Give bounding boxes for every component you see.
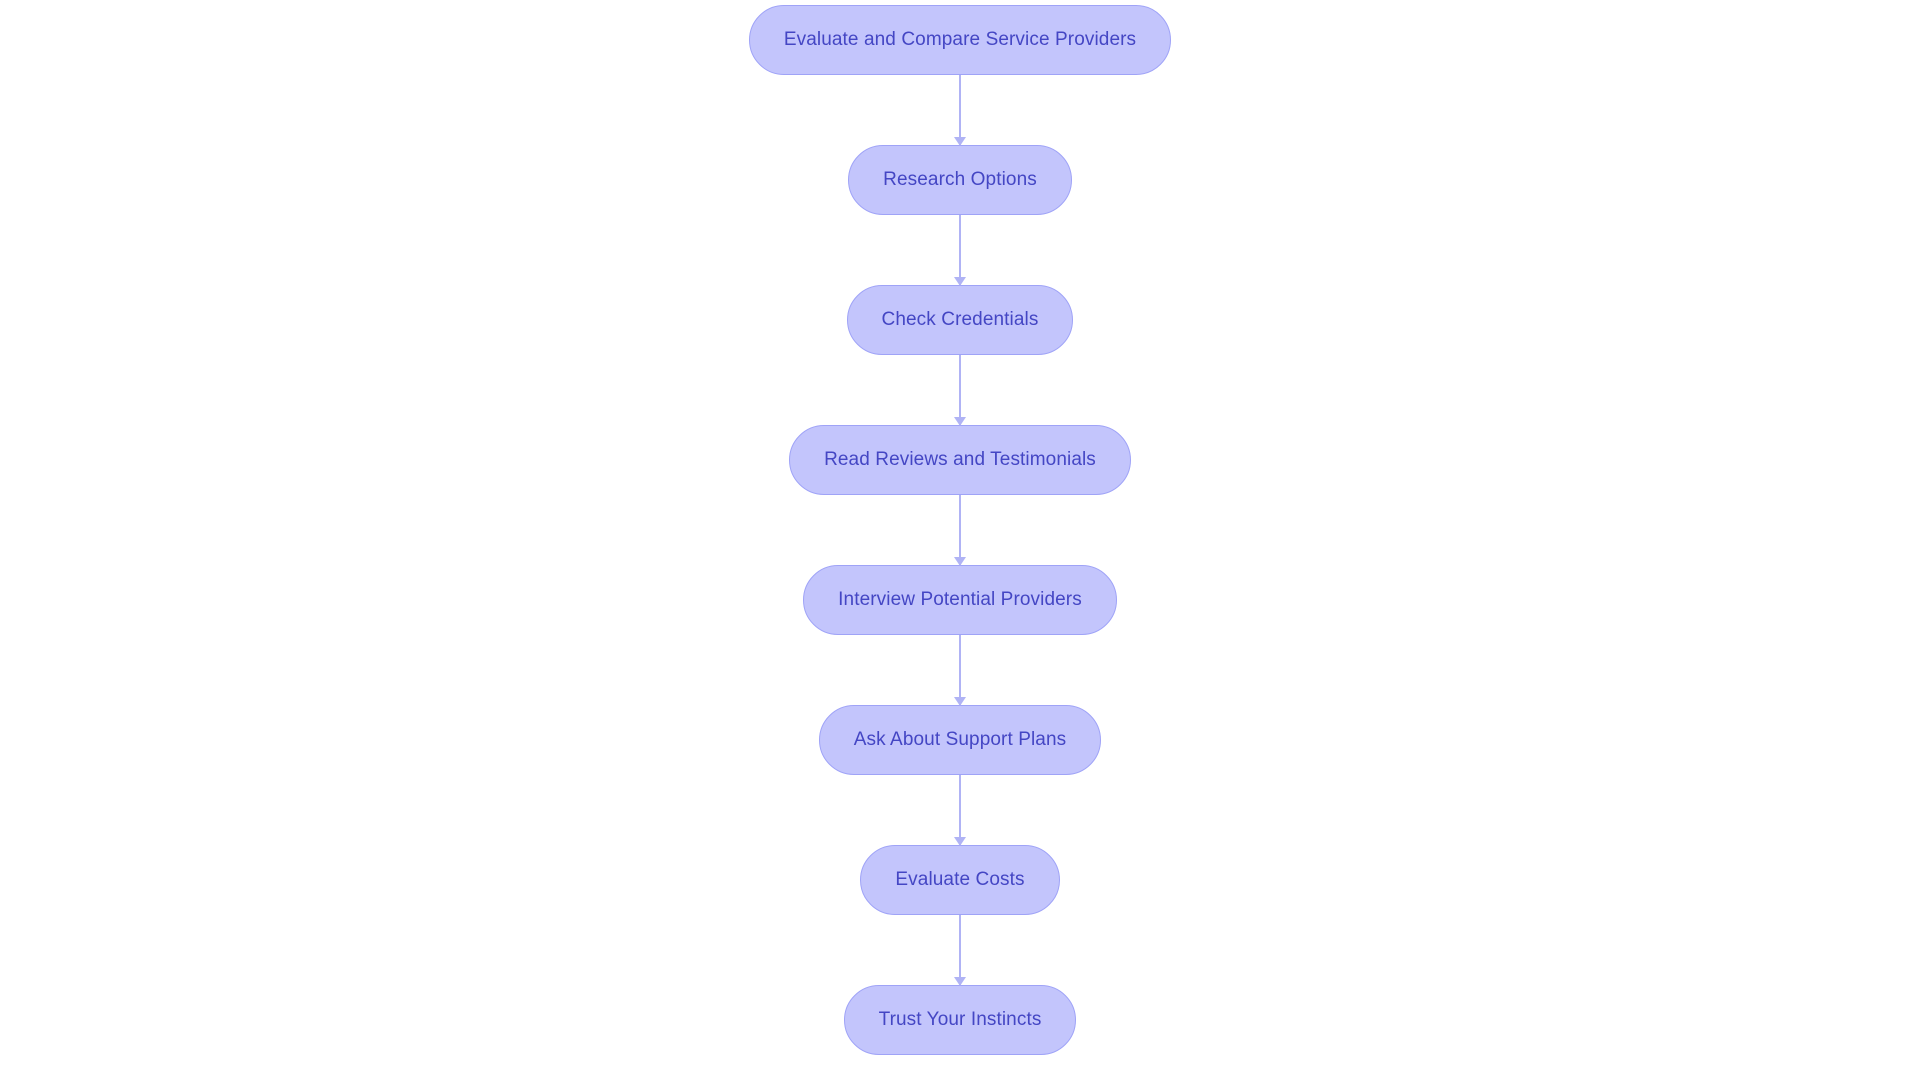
flowchart-connector-2 (959, 215, 961, 285)
flowchart-node-read-reviews-and-testimonials[interactable] (789, 425, 1131, 495)
flowchart-connector-7 (959, 915, 961, 985)
flowchart-node-trust-your-instincts[interactable] (844, 985, 1077, 1055)
flowchart-connector-6 (959, 775, 961, 845)
flowchart-connector-3 (959, 355, 961, 425)
flowchart-connector-4 (959, 495, 961, 565)
flowchart-connector-5 (959, 635, 961, 705)
node-label: Evaluate and Compare Service Providers (783, 29, 1137, 50)
flowchart-node-check-credentials[interactable] (847, 285, 1074, 355)
node-label: Evaluate Costs (895, 869, 1025, 890)
node-label: Check Credentials (881, 309, 1039, 330)
flowchart-connector-1 (959, 75, 961, 145)
node-label: Ask About Support Plans (853, 729, 1067, 750)
flowchart-node-evaluate-costs[interactable] (860, 845, 1059, 915)
node-label: Read Reviews and Testimonials (824, 449, 1096, 470)
node-label: Research Options (883, 169, 1037, 190)
flowchart-node-column (0, 5, 1920, 1055)
node-label: Trust Your Instincts (878, 1009, 1042, 1030)
flowchart-node-evaluate-and-compare-service-providers[interactable] (749, 5, 1171, 75)
flowchart-node-ask-about-support-plans[interactable] (819, 705, 1102, 775)
flowchart-node-research-options[interactable] (848, 145, 1072, 215)
flowchart-node-interview-potential-providers[interactable] (803, 565, 1117, 635)
node-label: Interview Potential Providers (838, 589, 1082, 610)
